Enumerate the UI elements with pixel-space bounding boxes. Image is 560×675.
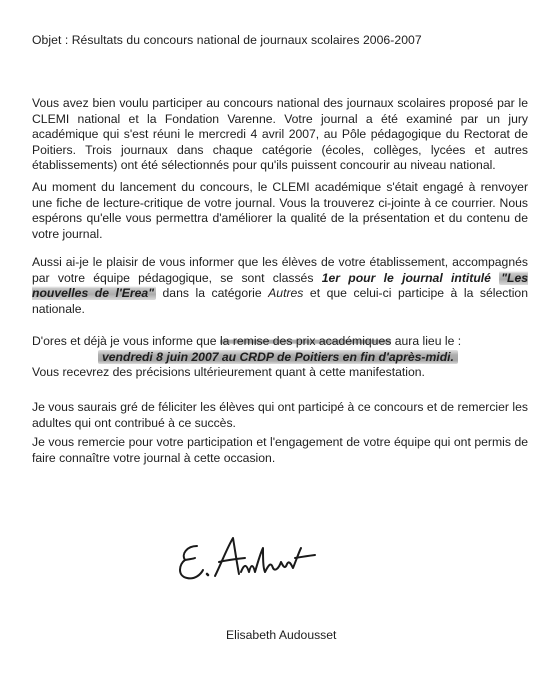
category-name: Autres (268, 286, 304, 301)
journal-title: "Les nouvelles de l'Erea" (32, 270, 528, 301)
award-date: vendredi 8 juin 2007 au CRDP de Poitiers en fin d'après-midi. (98, 350, 458, 364)
award-text-start: D'ores et déjà je vous informe que (32, 334, 220, 348)
award-event: la remise des prix académiques (219, 334, 392, 348)
paragraph-award (32, 334, 528, 381)
award-text-end: Vous recevrez des précisions ultérieurement quant à cette manifestation. (32, 365, 425, 380)
paragraph-thanks: Je vous remercie pour votre participation et l'engagement de votre équipe qui ont permis de faire connaître votre journal à cette occasion. (32, 435, 528, 465)
ranking-text-start: Aussi ai-je le plaisir de vous informer que les élèves de votre établissement, accompagnés par votre équipe pédagogique, se sont classés (32, 255, 528, 285)
handwritten-signature (175, 528, 335, 586)
paragraph-critique: Au moment du lancement du concours, le CLEMI académique s'était engagé à renvoyer une fiche de lecture-critique de votre journal. Vous la trouverez ci-jointe à ce courrier. Nous espérons qu'elle vous permettra d'améliorer la qualité de la présentation et du contenu de votre journal. (32, 180, 528, 241)
paragraph-intro: Vous avez bien voulu participer au concours national des journaux scolaires proposé par le CLEMI national et la Fondation Varenne. Votre journal a été examiné par un jury académique qui s'est réuni le mercredi 4 avril 2007, au Pôle pédagogique du Rectorat de Poitiers. Trois journaux dans chaque catégorie (écoles, collèges, lycées et autres établissements) ont été sélectionnés pour qu'ils puissent concourir au niveau national. (32, 96, 528, 173)
award-text-mid: aura lieu le : (391, 334, 462, 348)
signer-name: Elisabeth Audousset (226, 628, 337, 642)
letter-subject: Objet : Résultats du concours national de journaux scolaires 2006-2007 (32, 33, 422, 47)
paragraph-congratulate: Je vous saurais gré de féliciter les élèves qui ont participé à ce concours et de remercier les adultes qui ont contribué à ce succès. (32, 400, 528, 430)
ranking-text-category: dans la catégorie (156, 286, 269, 301)
ranking-text-end: et que celui-ci participe à la sélection nationale. (32, 286, 528, 316)
ranking-result: 1er pour le journal intitulé (321, 270, 500, 285)
paragraph-ranking (32, 255, 528, 317)
